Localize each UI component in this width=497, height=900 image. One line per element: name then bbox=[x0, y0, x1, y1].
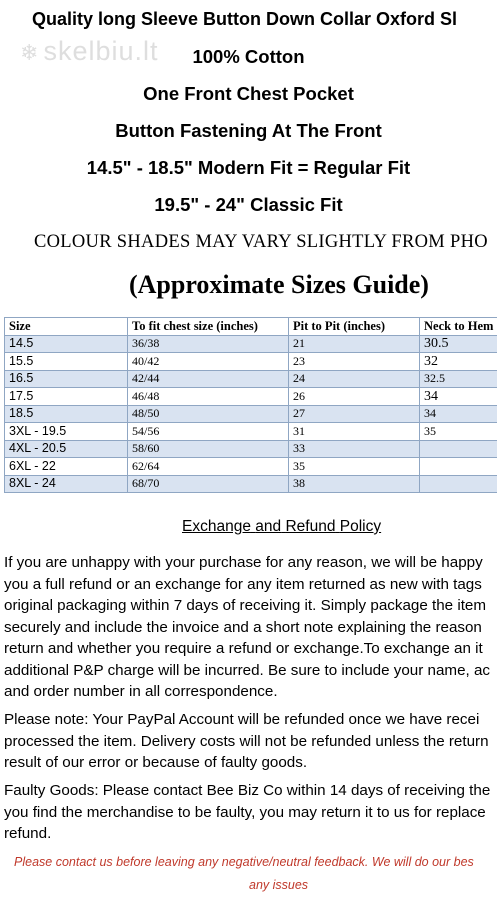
pocket-line: One Front Chest Pocket bbox=[143, 83, 354, 104]
size-cell: 6XL - 22 bbox=[5, 458, 128, 476]
table-row bbox=[5, 335, 497, 353]
length-cell: 34 bbox=[420, 405, 497, 423]
column-header: Pit to Pit (inches) bbox=[289, 318, 420, 336]
size-cell: 17.5 bbox=[5, 388, 128, 406]
table-row bbox=[5, 440, 497, 458]
pit-cell: 23 bbox=[289, 353, 420, 371]
chest-cell: 40/42 bbox=[128, 353, 289, 371]
size-cell: 8XL - 24 bbox=[5, 475, 128, 493]
length-cell: 34 bbox=[420, 388, 497, 406]
pit-cell: 33 bbox=[289, 440, 420, 458]
policy-title-word: and bbox=[255, 518, 282, 535]
product-title: Quality long Sleeve Button Down Collar Oxford Sl bbox=[32, 9, 458, 29]
feedback-notice: Please contact us before leaving any negative/neutral feedback. We will do our bes bbox=[14, 855, 474, 869]
snowflake-icon: ❄ bbox=[20, 40, 40, 65]
size-cell: 16.5 bbox=[5, 370, 128, 388]
length-cell: 32 bbox=[420, 353, 497, 371]
length-cell bbox=[420, 475, 497, 493]
length-cell: 35 bbox=[420, 423, 497, 441]
sizes-guide-title: (Approximate Sizes Guide) bbox=[129, 270, 429, 299]
pit-cell: 24 bbox=[289, 370, 420, 388]
pit-cell: 38 bbox=[289, 475, 420, 493]
refund-paragraph: If you are unhappy with your purchase for any reason, we will be happy you a full refund or an exchange for any item returned as new with tags original packaging within 7 days of receiving it. Simply package the item securely and include the invoice and a short note explaining the reason return and whether you require a refund or exchange.To exchange an it additional P&P charge will be incurred. Be sure to include your name, ac and order number in all correspondence. bbox=[4, 554, 490, 700]
chest-cell: 62/64 bbox=[128, 458, 289, 476]
pit-cell: 31 bbox=[289, 423, 420, 441]
length-cell: 30.5 bbox=[420, 335, 497, 353]
length-cell bbox=[420, 458, 497, 476]
size-cell: 15.5 bbox=[5, 353, 128, 371]
chest-cell: 58/60 bbox=[128, 440, 289, 458]
colour-disclaimer: COLOUR SHADES MAY VARY SLIGHTLY FROM PHO bbox=[34, 232, 488, 252]
table-header-row bbox=[5, 318, 497, 336]
length-cell: 32.5 bbox=[420, 370, 497, 388]
policy-title bbox=[182, 518, 381, 536]
column-header: To fit chest size (inches) bbox=[128, 318, 289, 336]
length-cell bbox=[420, 440, 497, 458]
pit-cell: 26 bbox=[289, 388, 420, 406]
pit-cell: 35 bbox=[289, 458, 420, 476]
size-cell: 18.5 bbox=[5, 405, 128, 423]
paypal-note-paragraph: Please note: Your PayPal Account will be refunded once we have recei processed the item. Delivery costs will not be refunded unless the return result of our error or because of faulty goods. bbox=[4, 711, 489, 771]
material-line: 100% Cotton bbox=[192, 46, 305, 67]
table-row bbox=[5, 475, 497, 493]
chest-cell: 42/44 bbox=[128, 370, 289, 388]
size-cell: 4XL - 20.5 bbox=[5, 440, 128, 458]
table-row bbox=[5, 353, 497, 371]
feedback-notice-continued: any issues bbox=[249, 878, 309, 892]
size-table bbox=[4, 317, 497, 493]
chest-cell: 48/50 bbox=[128, 405, 289, 423]
pit-cell: 27 bbox=[289, 405, 420, 423]
policy-title-word: Refund bbox=[285, 518, 336, 535]
size-cell: 3XL - 19.5 bbox=[5, 423, 128, 441]
chest-cell: 46/48 bbox=[128, 388, 289, 406]
table-row bbox=[5, 370, 497, 388]
table-row bbox=[5, 458, 497, 476]
chest-cell: 36/38 bbox=[128, 335, 289, 353]
table-row bbox=[5, 388, 497, 406]
chest-cell: 54/56 bbox=[128, 423, 289, 441]
policy-title-word: Policy bbox=[339, 518, 382, 535]
modern-fit-line: 14.5" - 18.5" Modern Fit = Regular Fit bbox=[86, 157, 411, 178]
classic-fit-line: 19.5" - 24" Classic Fit bbox=[154, 194, 343, 215]
table-row bbox=[5, 405, 497, 423]
column-header: Size bbox=[5, 318, 128, 336]
column-header: Neck to Hem bbox=[420, 318, 497, 336]
table-row bbox=[5, 423, 497, 441]
faulty-goods-paragraph: Faulty Goods: Please contact Bee Biz Co within 14 days of receiving the you find the merchandise to be faulty, you may return it to us for replace refund. bbox=[4, 782, 491, 842]
pit-cell: 21 bbox=[289, 335, 420, 353]
chest-cell: 68/70 bbox=[128, 475, 289, 493]
size-cell: 14.5 bbox=[5, 335, 128, 353]
fastening-line: Button Fastening At The Front bbox=[115, 120, 382, 141]
policy-title-word: Exchange bbox=[182, 518, 251, 535]
watermark-text: skelbiu.lt bbox=[43, 36, 159, 66]
